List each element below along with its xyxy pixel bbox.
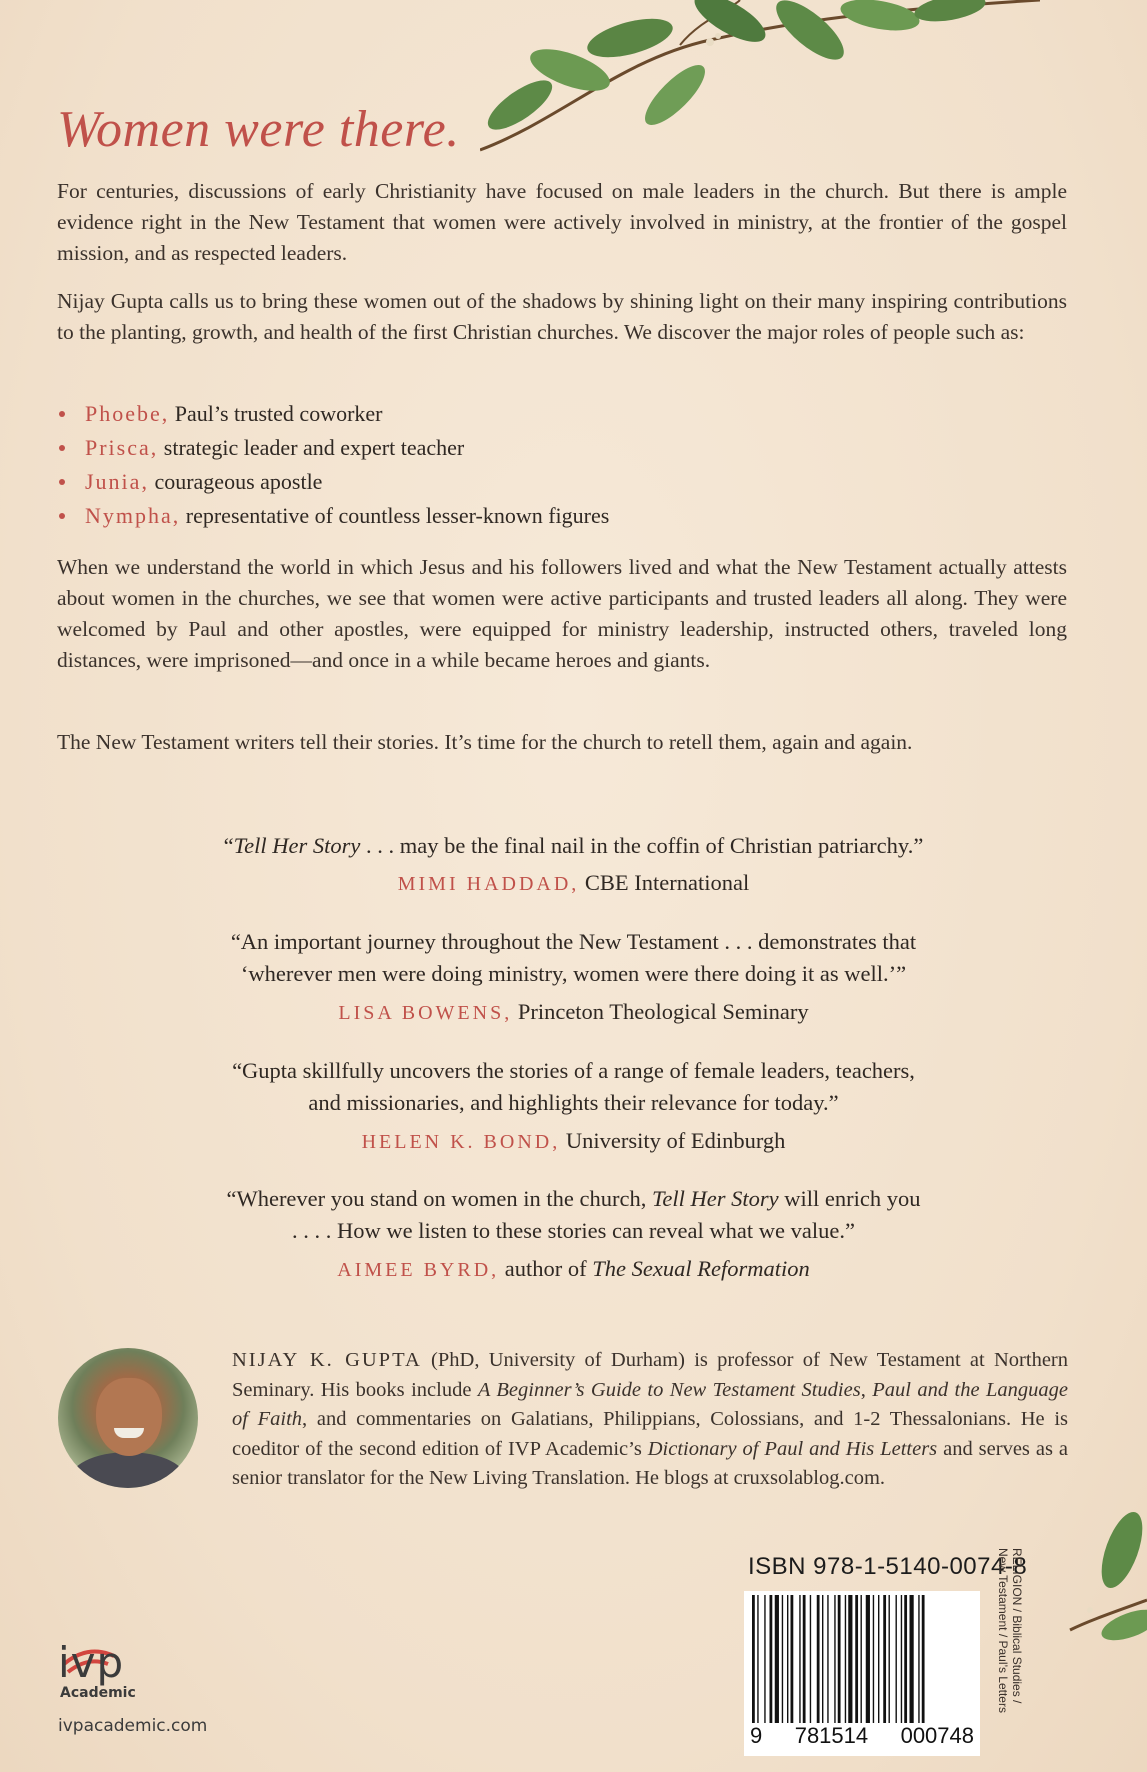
role-description: strategic leader and expert teacher [163, 435, 465, 460]
role-description: Paul’s trusted coworker [174, 401, 383, 426]
barcode-bar [848, 1595, 852, 1723]
list-item [57, 465, 609, 499]
bullet-dot [59, 513, 65, 519]
barcode-bar [770, 1595, 773, 1723]
barcode-bar [922, 1595, 925, 1723]
role-description: representative of countless lesser-known figures [185, 503, 610, 528]
barcode-bar [757, 1595, 758, 1723]
barcode-bar [787, 1595, 788, 1723]
barcode-bar [855, 1595, 858, 1723]
role-name: Nympha, [85, 503, 181, 528]
barcode-bar [883, 1595, 886, 1723]
role-name: Phoebe, [85, 401, 170, 426]
description-paragraph: Nijay Gupta calls us to bring these women out of the shadows by shining light on their many inspiring contributions to the planting, growth, and health of the first Christian churches. We discover the major roles of people such as: [57, 289, 1067, 344]
barcode-bar [822, 1595, 823, 1723]
barcode-bar [810, 1595, 811, 1723]
endorsement-attribution: AIMEE BYRD, author of The Sexual Reformation [337, 1256, 810, 1281]
list-item [57, 499, 609, 533]
role-description: courageous apostle [154, 469, 323, 494]
barcode-bar [866, 1595, 870, 1723]
endorsement-attribution: HELEN K. BOND, University of Edinburgh [361, 1128, 786, 1153]
barcode-bar [904, 1595, 907, 1723]
endorsement-quote: “Tell Her Story . . . may be the final nail in the coffin of Christian patriarchy.” [223, 833, 924, 858]
barcode-bar [873, 1595, 874, 1723]
context-paragraph: When we understand the world in which Jesus and his followers lived and what the New Testament actually attests about women in the churches, we see that women were active participants and trusted leaders all along. They were welcomed by Paul and other apostles, were equipped for ministry leadership, instructed others, traveled long distances, were imprisoned—and once in a while became heroes and giants. [57, 555, 1067, 672]
barcode-bar [889, 1595, 890, 1723]
barcode-bar [896, 1595, 897, 1723]
barcode-digits: 9 781514 000748 [750, 1723, 974, 1748]
barcode-bar [845, 1595, 846, 1723]
list-item [57, 431, 609, 465]
roles-list [57, 397, 609, 533]
closing-paragraph: The New Testament writers tell their stories. It’s time for the church to retell them, again and again. [57, 730, 913, 754]
barcode-bar [817, 1595, 820, 1723]
barcode-bar [803, 1595, 806, 1723]
barcode-bars [750, 1595, 974, 1723]
endorsement-quote: “Wherever you stand on women in the church, Tell Her Story will enrich you . . . . How we listen to these stories can reveal what we value.” [226, 1186, 921, 1243]
endorsement-quote: “An important journey throughout the New Testament . . . demonstrates that ‘wherever men were doing ministry, women were there doing it as well.’” [230, 929, 917, 986]
isbn-label: ISBN 978-1-5140-0074-8 [748, 1553, 1028, 1580]
barcode-bar [910, 1595, 914, 1723]
barcode-bar [752, 1595, 755, 1723]
list-item [57, 397, 609, 431]
barcode-bar [791, 1595, 794, 1723]
intro-paragraph: For centuries, discussions of early Christianity have focused on male leaders in the church. But there is ample evidence right in the New Testament that women were actively involved in ministry, at the frontier of the gospel mission, and as respected leaders. [57, 179, 1067, 265]
leaf-vine-decoration [480, 0, 1040, 160]
role-name: Junia, [85, 469, 149, 494]
publisher-website: ivpacademic.com [58, 1716, 208, 1736]
barcode-bar [799, 1595, 800, 1723]
author-bio: NIJAY K. GUPTA (PhD, University of Durham) is professor of New Testament at Northern Seminary. His books include A Beginner’s Guide to New Testament Studies, Paul and the Language of Faith, and commentaries on Galatians, Philippians, Colossians, and 1-2 Thessalonians. He is coeditor of the second edition of IVP Academic’s Dictionary of Paul and His Letters and serves as a senior translator for the New Living Translation. He blogs at cruxsolablog.com. [232, 1349, 1069, 1489]
bullet-dot [59, 411, 65, 417]
barcode-bar [834, 1595, 835, 1723]
barcode-bar [861, 1595, 862, 1723]
barcode-bar [782, 1595, 783, 1723]
publisher-logo-subtitle: Academic [60, 1685, 136, 1701]
headline: Women were there. [57, 101, 460, 158]
barcode-bar [764, 1595, 765, 1723]
barcode-bar [901, 1595, 902, 1723]
bullet-dot [59, 445, 65, 451]
endorsement-attribution: MIMI HADDAD, CBE International [397, 870, 750, 895]
photo-shirt [68, 1452, 188, 1488]
bisac-category: RELIGION / Biblical Studies / New Testament / Paul’s Letters [996, 1548, 1024, 1713]
barcode-bar [827, 1595, 828, 1723]
barcode-bar [918, 1595, 919, 1723]
leaf-vine-decoration [1060, 1500, 1147, 1660]
endorsement-quote: “Gupta skillfully uncovers the stories of a range of female leaders, teachers, and missionaries, and highlights their relevance for today.” [232, 1058, 915, 1115]
barcode-bar [775, 1595, 779, 1723]
bullet-dot [59, 479, 65, 485]
publisher-logo-text: ivp [58, 1638, 125, 1687]
photo-face [96, 1378, 162, 1456]
role-name: Prisca, [85, 435, 159, 460]
endorsement-attribution: LISA BOWENS, Princeton Theological Seminary [338, 999, 809, 1024]
author-photo [58, 1348, 198, 1488]
barcode [744, 1591, 980, 1756]
barcode-bar [838, 1595, 841, 1723]
barcode-bar [878, 1595, 879, 1723]
